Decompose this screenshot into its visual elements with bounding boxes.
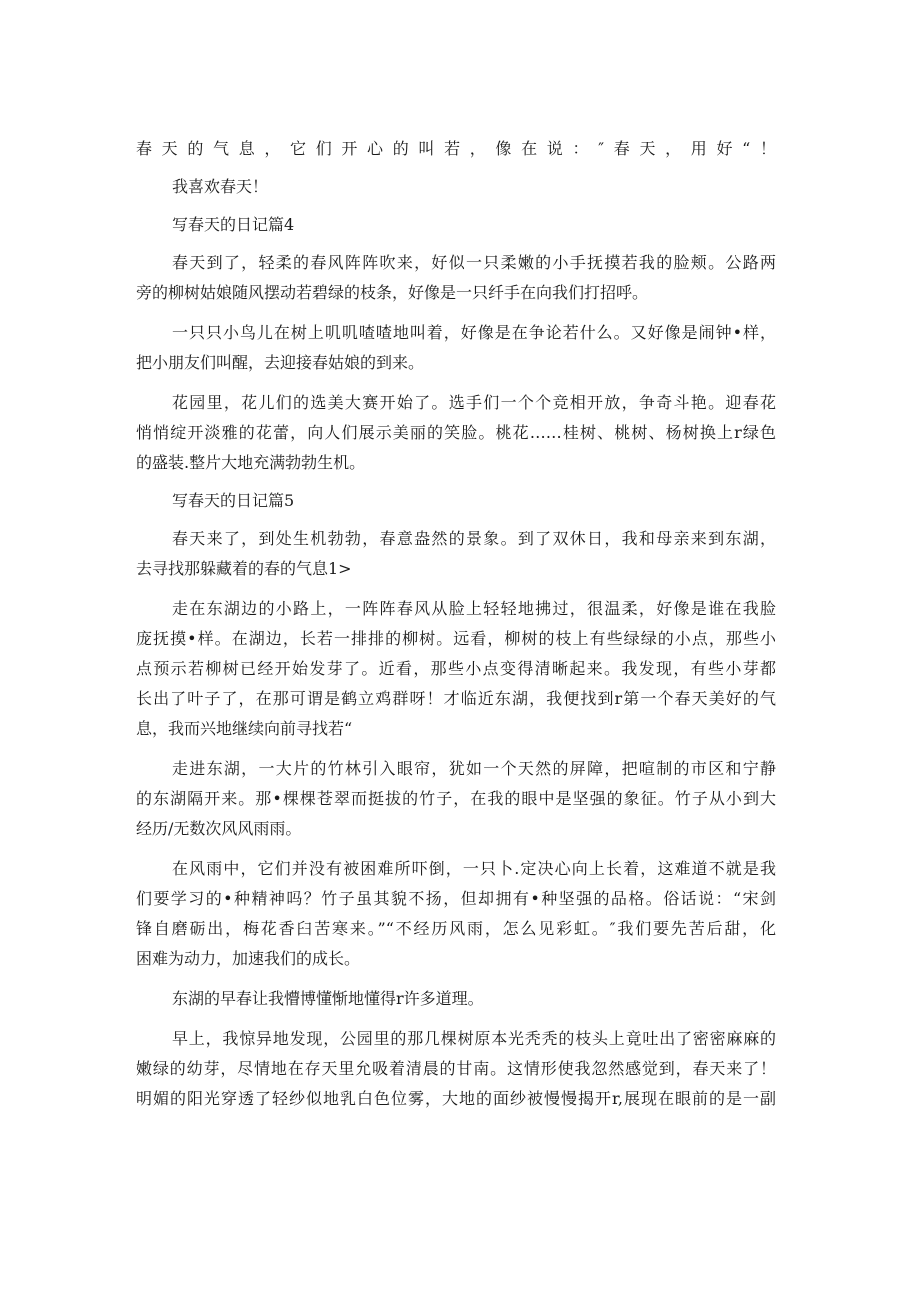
paragraph-line: 走在东湖边的小路上，一阵阵春风从脸上轻轻地拂过，很温柔，好像是谁在我脸 [172, 599, 776, 618]
paragraph-line: 花园里，花儿们的选美大赛开始了。选手们一个个竞相开放，争奇斗艳。迎春花 [172, 393, 776, 412]
paragraph-line: 们要学习的•种精神吗？竹子虽其貌不扬，但却拥有•种坚强的品格。俗话说：“宋剑 [136, 889, 776, 908]
paragraph-line: 把小朋友们叫醒，去迎接春姑娘的到来。 [136, 353, 425, 372]
paragraph-line: 经历/无数次风风雨雨。 [136, 819, 302, 838]
section-heading-5: 写春天的日记篇5 [172, 491, 295, 510]
paragraph-line: 早上，我惊异地发现，公园里的那几棵树原本光秃秃的枝头上竟吐出了密密麻麻的 [172, 1029, 776, 1048]
paragraph-line: 明媚的阳光穿透了轻纱似地乳白色位雾，大地的面纱被慢慢揭开r,展现在眼前的是一副 [136, 1089, 776, 1108]
paragraph-line: 息，我而兴地继续向前寻找若“ [136, 719, 353, 738]
paragraph-line: 春天的气息，它们开心的叫若，像在说：″春天，用好“！ [136, 139, 776, 158]
paragraph-line: 去寻找那躲藏着的春的气息1> [136, 559, 352, 578]
paragraph-line: 春天来了，到处生机勃勃，春意盎然的景象。到了双休日，我和母亲来到东湖， [172, 529, 776, 548]
paragraph-line: 长出了叶子了，在那可谓是鹤立鸡群呀！才临近东湖，我便找到r第一个春天美好的气 [136, 689, 776, 708]
paragraph-line: 悄悄绽开淡雅的花蕾，向人们展示美丽的笑脸。桃花……桂树、桃树、杨树换上r绿色 [136, 423, 776, 442]
paragraph-line: 一只只小鸟儿在树上叽叽喳喳地叫着，好像是在争论若什么。又好像是闹钟•样， [172, 323, 776, 342]
paragraph-line: 嫩绿的幼芽，尽情地在存天里允吸着清晨的甘南。这情形使我忽然感觉到，春天来了！ [136, 1059, 776, 1078]
paragraph-line: 困难为动力，加速我们的成长。 [136, 949, 361, 968]
section-heading-4: 写春天的日记篇4 [172, 215, 295, 234]
paragraph-line: 春天到了，轻柔的春风阵阵吹来，好似一只柔嫩的小手抚摸若我的脸颊。公路两 [172, 253, 776, 272]
paragraph-line: 点预示若柳树已经开始发芽了。近看，那些小点变得清晰起来。我发现，有些小芽都 [136, 659, 776, 678]
paragraph-line: 我喜欢春天！ [172, 177, 269, 196]
paragraph-line: 庞抚摸•样。在湖边，长若一排排的柳树。远看，柳树的枝上有些绿绿的小点，那些小 [136, 629, 776, 648]
paragraph-line: 锋自磨砺出，梅花香臼苦寒来。”“不经历风雨，怎么见彩虹。″我们要先苦后甜，化 [136, 919, 776, 938]
paragraph-line: 东湖的早春让我懵博懂惭地懂得r许多道理。 [172, 989, 484, 1008]
paragraph-line: 的东湖隔开来。那•棵棵苍翠而挺拔的竹子，在我的眼中是坚强的象征。竹子从小到大 [136, 789, 776, 808]
paragraph-line: 的盛装.整片大地充满勃勃生机。 [136, 453, 366, 472]
paragraph-line: 旁的柳树姑娘随风摆动若碧绿的枝条，好像是一只纤手在向我们打招呼。 [136, 283, 649, 302]
paragraph-line: 走进东湖，一大片的竹林引入眼帘，犹如一个天然的屏障，把喧制的市区和宁静 [172, 759, 776, 778]
paragraph-line: 在风雨中，它们并没有被困难所吓倒，一只卜.定决心向上长着，这难道不就是我 [172, 859, 776, 878]
document-body [136, 134, 776, 1114]
